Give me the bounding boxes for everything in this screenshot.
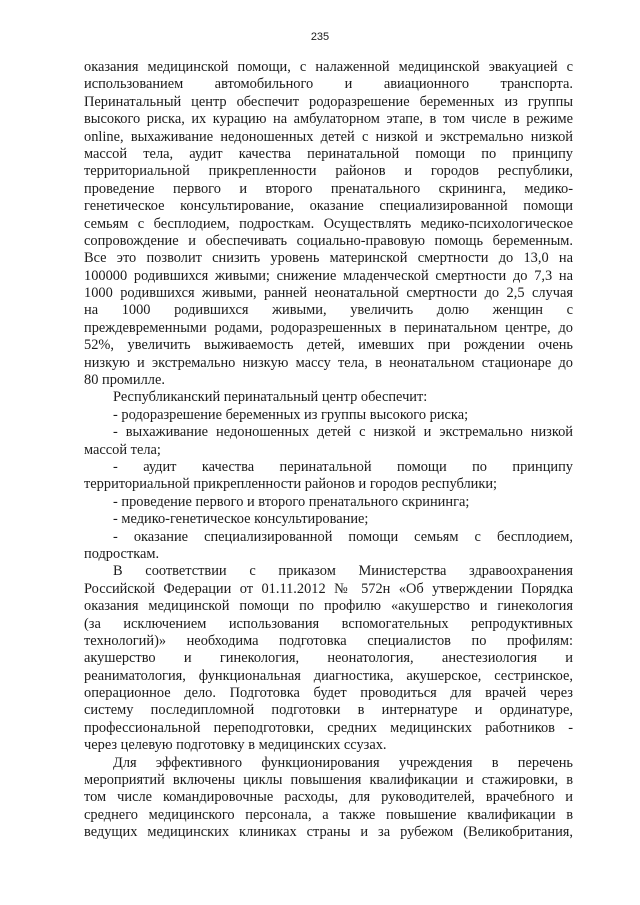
text-line: ведущих медицинских клиниках страны и за рубежом (Великобритания, [84,824,573,841]
text-line: территориальной прикрепленности районов и городов республики; [84,476,498,493]
text-line: оказания медицинской помощи по профилю «акушерство и гинекология [84,598,573,615]
text-line: - аудит качества перинатальной помощи по принципу [113,458,573,475]
text-line: технологий)» необходима подготовка специалистов по профилям: [84,632,573,649]
text-line: проведение первого и второго пренатального скрининга, медико- [84,180,573,197]
text-line: оказания медицинской помощи, с налаженной медицинской эвакуацией с [84,59,573,75]
text-line: на 1000 родившихся живыми, увеличить долю женщин с [84,302,573,319]
text-line: систему последипломной подготовки в интернатуре и ординатуре, [84,702,573,719]
text-line: массой тела, аудит качества перинатальной помощи по принципу [84,145,573,162]
text-line: высокого риска, их курацию на амбулаторном этапе, в том числе в режиме [84,111,573,128]
text-line: семьям с бесплодием, подросткам. Осуществлять медико-психологическое [84,215,573,232]
text-line: Все это позволит снизить уровень материнской смертности до 13,0 на [84,250,573,267]
text-line: через целевую подготовку в медицинских ссузах. [84,737,387,754]
text-line: - выхаживание недоношенных детей с низкой и экстремально низкой [113,424,573,441]
text-line: Для эффективного функционирования учреждения в перечень [113,754,573,771]
text-line: территориальной прикрепленности районов и городов республики, [84,163,573,180]
text-line: (за исключением использования вспомогательных репродуктивных [84,615,573,632]
text-line: 1000 родившихся живыми, ранней неонатальной смертности до 2,5 случая [84,285,573,302]
text-line: акушерство и гинекология, неонатология, анестезиология и [84,650,573,667]
text-line: операционное дело. Подготовка будет проводиться для врачей через [84,685,573,702]
text-line: Республиканский перинатальный центр обеспечит: [113,389,428,406]
text-line: преждевременными родами, родоразрешенных в перинатальном центре, до [84,319,573,336]
text-line: том числе командировочные расходы, для руководителей, врачебного и [84,789,573,806]
text-line: 52%, увеличить выживаемость детей, имевших при рождении очень [84,337,573,354]
text-line: - проведение первого и второго пренатального скрининга; [113,493,470,510]
page-number: 235 [310,31,330,43]
text-line: online, выхаживание недоношенных детей с низкой и экстремально низкой [84,128,573,145]
text-line: 80 промилле. [84,372,165,389]
text-line: массой тела; [84,441,161,458]
text-line: среднего медицинского персонала, а также повышение квалификации в [84,806,573,823]
text-line: В соответствии с приказом Министерства здравоохранения [113,563,573,580]
text-line: реаниматология, функциональная диагностика, акушерское, сестринское, [84,667,573,684]
text-line: профессиональной переподготовки, средних медицинских работников - [84,719,573,736]
text-line: подросткам. [84,545,160,562]
text-line: низкую и экстремально низкую массу тела, в неонатальном стационаре до [84,354,573,371]
text-line: 100000 родившихся живыми; снижение младенческой смертности до 7,3 на [84,267,573,284]
text-line: сопровождение и обеспечивать социально-правовую помощь беременным. [84,232,573,249]
body-text [84,59,573,842]
text-line: использованием автомобильного и авиационного транспорта. [84,76,573,93]
text-line: мероприятий включены циклы повышения квалификации и стажировки, в [84,772,573,789]
text-line: - родоразрешение беременных из группы высокого риска; [113,406,469,423]
text-line: Перинатальный центр обеспечит родоразрешение беременных из группы [84,93,573,110]
text-line: - медико-генетическое консультирование; [113,511,369,528]
text-line: Российской Федерации от 01.11.2012 № 572н «Об утверждении Порядка [84,580,573,597]
text-line: - оказание специализированной помощи семьям с бесплодием, [113,528,573,545]
text-line: генетическое консультирование, оказание специализированной помощи [84,198,573,215]
